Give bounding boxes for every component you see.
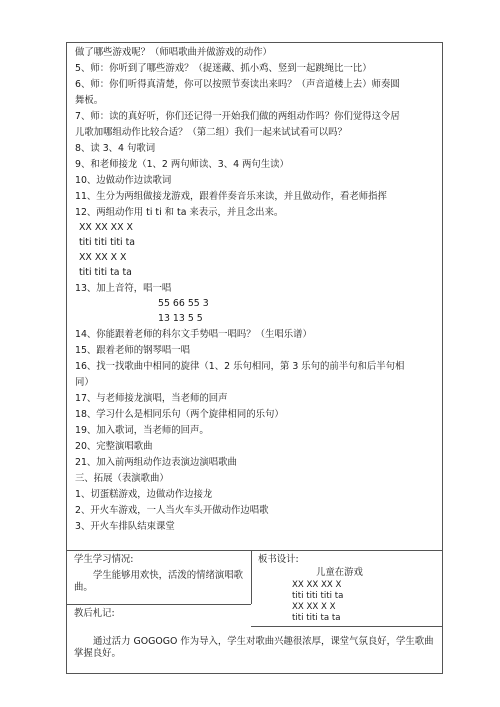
row-divider (251, 626, 443, 627)
lesson-line: 同） (75, 377, 94, 388)
column-divider (251, 550, 252, 604)
lesson-line: 9、和老师接龙（1、2 两句师读、3、4 两句生读） (75, 159, 289, 170)
lesson-line: 16、找一找歌曲中相同的旋律（1、2 乐句相同，第 3 乐句的前半句和后半句相 (75, 361, 405, 372)
lesson-line: 19、加入歌词，当老师的回声。 (75, 425, 209, 436)
notes-line: 55 66 55 3 (158, 298, 209, 309)
lesson-line: 儿歌加哪组动作比较合适？（第二组）我们一起来试试看可以吗？ (75, 127, 347, 138)
rhythm-line: titi titi ta ta (79, 267, 132, 278)
lesson-line: 舞板。 (75, 95, 104, 106)
lesson-line: 15、跟着老师的钢琴唱一唱 (75, 345, 191, 356)
lesson-line: 17、与老师接龙演唱，当老师的回声 (75, 393, 228, 404)
reflection-text: 通过活力 GOGOGO 作为导入，学生对歌曲兴趣很浓厚，课堂气氛良好，学生歌曲掌握良好。 (74, 636, 434, 659)
lesson-line: 18、学习什么是相同乐句（两个旋律相同的乐句） (75, 409, 284, 420)
lesson-line: 2、开火车游戏，一人当火车头开做动作边唱歌 (75, 505, 269, 516)
lesson-line: 14、你能跟着老师的科尔文手势唱一唱吗？（生唱乐谱） (75, 329, 312, 340)
lesson-line: 1、切蛋糕游戏，边做动作边接龙 (75, 489, 213, 500)
lesson-line: 12、两组动作用 ti ti 和 ta 来表示，并且念出来。 (75, 207, 284, 218)
board-label: 板书设计: (258, 554, 299, 565)
lesson-line: 7、师：读的真好听，你们还记得一开始我们做的两组动作吗？你们觉得这令居 (75, 111, 400, 122)
board-rhythm-line: titi titi titi ta (292, 591, 344, 601)
board-rhythm-line: titi titi ta ta (292, 613, 341, 623)
reflection-label: 教后札记: (74, 608, 115, 619)
notes-line: 13 13 5 5 (158, 313, 203, 324)
lesson-line: 13、加上音符，唱一唱 (75, 283, 172, 294)
study-label: 学生学习情况: (74, 554, 134, 565)
rhythm-line: titi titi titi ta (79, 237, 136, 248)
lesson-line: 21、加入前两组动作边表演边演唱歌曲 (75, 457, 237, 468)
board-rhythm-line: XX XX XX X (292, 580, 342, 590)
lesson-line: 5、师：你听到了哪些游戏？（捉迷藏、抓小鸡、竖到一起跳绳比一比） (75, 63, 372, 74)
lesson-line: 3、开火车排队结束课堂 (75, 521, 175, 532)
board-rhythm-line: XX XX X X (292, 602, 336, 612)
study-text: 学生能够用欢快，活泼的情绪演唱歌曲。 (74, 570, 244, 593)
rhythm-line: XX XX X X (79, 252, 127, 263)
lesson-line: 20、完整演唱歌曲 (75, 441, 153, 452)
row-divider (66, 604, 251, 605)
row-divider (66, 550, 443, 551)
lesson-line: 做了哪些游戏呢？（师唱歌曲并做游戏的动作） (75, 47, 272, 58)
lesson-line: 8、读 3、4 句歌词 (75, 143, 156, 154)
lesson-line: 11、生分为两组做接龙游戏，跟着伴奏音乐来读，并且做动作，看老师指挥 (75, 191, 387, 202)
lesson-line: 6、师：你们听得真清楚，你可以按照节奏读出来吗？（声音道楼上去）师奏圆 (75, 79, 400, 90)
lesson-line: 10、边做动作边读歌词 (75, 175, 172, 186)
section-heading: 三、拓展（表演歌曲） (75, 473, 169, 484)
board-title: 儿童在游戏 (316, 567, 363, 578)
rhythm-line: XX XX XX X (79, 222, 133, 233)
